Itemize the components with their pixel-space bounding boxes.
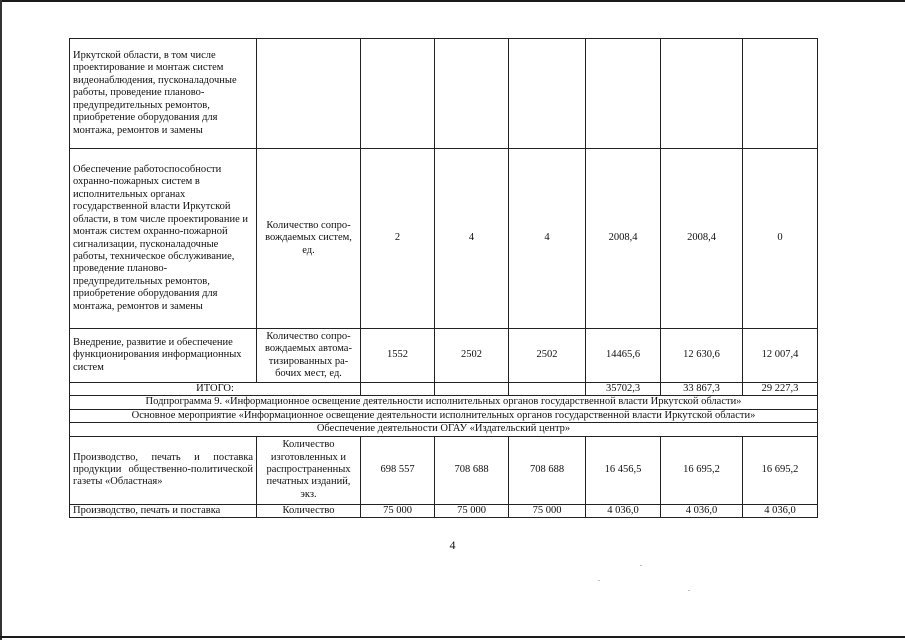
table-row xyxy=(70,436,818,504)
total-funding-3: 29 227,3 xyxy=(743,383,818,396)
row-funding-3: 4 036,0 xyxy=(743,504,818,517)
row-funding-2: 2008,4 xyxy=(661,149,743,329)
scan-edge-top xyxy=(0,0,905,2)
row-value-3 xyxy=(509,39,586,149)
row-name: Иркутской области, в том числе проектирование и монтаж систем видеонаблюдения, пусконаладочные работы, проведение планово-предупредительных ремонтов, приобретение оборудования для монтажа, ремонтов и замены xyxy=(70,39,257,149)
scan-speck xyxy=(688,590,690,591)
scan-speck xyxy=(640,565,642,566)
row-value-3: 4 xyxy=(509,149,586,329)
total-funding-1: 35702,3 xyxy=(586,383,661,396)
row-value-1 xyxy=(361,39,435,149)
row-value-1: 2 xyxy=(361,149,435,329)
total-empty-1 xyxy=(361,383,435,396)
row-unit xyxy=(257,39,361,149)
subprogram-row xyxy=(70,396,818,409)
table-row xyxy=(70,149,818,329)
row-value-2: 75 000 xyxy=(435,504,509,517)
main-event-title: Основное мероприятие «Информационное освещение деятельности исполнительных органов государственной власти Иркутской области» xyxy=(70,409,818,422)
row-funding-3: 12 007,4 xyxy=(743,329,818,383)
row-value-2: 4 xyxy=(435,149,509,329)
scan-edge-bottom xyxy=(0,636,905,638)
total-empty-3 xyxy=(509,383,586,396)
row-value-2 xyxy=(435,39,509,149)
row-funding-3 xyxy=(743,39,818,149)
row-funding-3: 16 695,2 xyxy=(743,436,818,504)
table-row xyxy=(70,329,818,383)
row-value-3: 708 688 xyxy=(509,436,586,504)
page-number: 4 xyxy=(449,538,456,552)
row-funding-2 xyxy=(661,39,743,149)
provision-title: Обеспечение деятельности ОГАУ «Издательский центр» xyxy=(70,423,818,436)
row-funding-2: 16 695,2 xyxy=(661,436,743,504)
total-empty-2 xyxy=(435,383,509,396)
row-funding-2: 12 630,6 xyxy=(661,329,743,383)
total-label: ИТОГО: xyxy=(70,383,361,396)
row-funding-1 xyxy=(586,39,661,149)
row-value-2: 2502 xyxy=(435,329,509,383)
row-unit: Количество сопро-вождаемых автома-тизированных ра-бочих мест, ед. xyxy=(257,329,361,383)
row-funding-1: 4 036,0 xyxy=(586,504,661,517)
provision-row xyxy=(70,423,818,436)
row-unit: Количество xyxy=(257,504,361,517)
row-funding-1: 16 456,5 xyxy=(586,436,661,504)
subprogram-title: Подпрограмма 9. «Информационное освещение деятельности исполнительных органов государственной власти Иркутской области» xyxy=(70,396,818,409)
row-name: Производство, печать и поставка продукции общественно-политической газеты «Областная» xyxy=(70,436,257,504)
row-funding-2: 4 036,0 xyxy=(661,504,743,517)
main-event-row xyxy=(70,409,818,422)
row-value-1: 75 000 xyxy=(361,504,435,517)
total-funding-2: 33 867,3 xyxy=(661,383,743,396)
row-funding-3: 0 xyxy=(743,149,818,329)
row-value-1: 698 557 xyxy=(361,436,435,504)
row-name: Внедрение, развитие и обеспечение функционирования информационных систем xyxy=(70,329,257,383)
row-unit: Количество изготовленных и распространенных печатных изданий, экз. xyxy=(257,436,361,504)
table-row xyxy=(70,504,818,517)
row-value-2: 708 688 xyxy=(435,436,509,504)
total-row xyxy=(70,383,818,396)
row-funding-1: 14465,6 xyxy=(586,329,661,383)
budget-table xyxy=(69,38,818,518)
scan-speck xyxy=(598,580,600,581)
row-value-1: 1552 xyxy=(361,329,435,383)
row-funding-1: 2008,4 xyxy=(586,149,661,329)
row-value-3: 75 000 xyxy=(509,504,586,517)
row-value-3: 2502 xyxy=(509,329,586,383)
table-row xyxy=(70,39,818,149)
row-unit: Количество сопро-вождаемых систем, ед. xyxy=(257,149,361,329)
row-name: Обеспечение работоспособности охранно-пожарных систем в исполнительных органах государственной власти Иркутской области, в том числе проектирование и монтаж систем охранно-пожарной сигнализации, пусконаладочные работы, техническое обслуживание, проведение планово-предупредительных ремонтов, приобретение оборудования для монтажа, ремонтов и замены xyxy=(70,149,257,329)
row-name: Производство, печать и поставка xyxy=(70,504,257,517)
